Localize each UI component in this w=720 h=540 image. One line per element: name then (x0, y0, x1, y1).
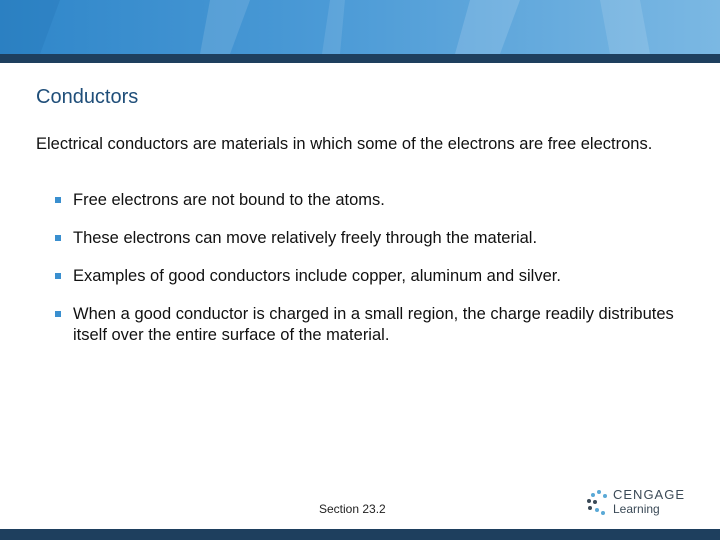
bullet-text: Free electrons are not bound to the atoms. (73, 191, 385, 209)
banner-decoration (0, 0, 720, 54)
bullet-item (55, 266, 675, 287)
bullet-list (55, 190, 675, 363)
square-bullet-icon (55, 273, 61, 279)
cengage-logo-icon (585, 489, 609, 517)
square-bullet-icon (55, 235, 61, 241)
bullet-item (55, 304, 675, 346)
bullet-item (55, 190, 675, 211)
square-bullet-icon (55, 311, 61, 317)
logo-text-learning: Learning (613, 502, 660, 516)
header-banner (0, 0, 720, 54)
bullet-text: When a good conductor is charged in a small region, the charge readily distributes itself over the entire surface of the material. (73, 305, 674, 344)
section-label: Section 23.2 (319, 502, 386, 516)
header-rule (0, 54, 720, 63)
intro-text: Electrical conductors are materials in which some of the electrons are free electrons. (36, 135, 653, 153)
bullet-item (55, 228, 675, 249)
bullet-text: Examples of good conductors include copper, aluminum and silver. (73, 267, 561, 285)
logo-text-cengage: CENGAGE (613, 487, 686, 502)
bullet-text: These electrons can move relatively freely through the material. (73, 229, 538, 247)
cengage-logo (585, 486, 695, 520)
footer-bar (0, 529, 720, 540)
slide-title: Conductors (36, 86, 139, 108)
square-bullet-icon (55, 197, 61, 203)
